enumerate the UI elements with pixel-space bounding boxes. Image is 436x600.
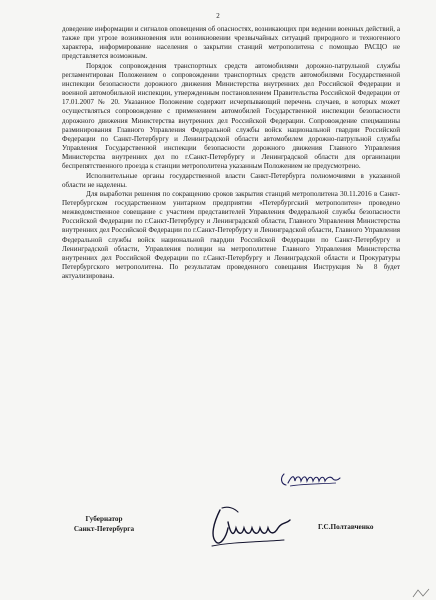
document-body (62, 25, 400, 281)
signatory-title-line-2: Санкт-Петербурга (73, 524, 135, 533)
signatory-name: Г.С.Полтавченко (318, 523, 374, 531)
paragraph-2: Порядок сопровождения транспортных средств автомобилями дорожно-патрульной службы регламентирован Положением о сопровождении транспортных средств автомобилями Государственной инспекции безопасности дорожного движения Министерства внутренних дел Российской Федерации и военной автомобильной инспекции, утвержденным постановлением Правительства Российской Федерации от 17.01.2007 № 20. Указанное Положение содержит исчерпывающий перечень случаев, в которых может осуществляться сопровождение с применением автомобилей Государственной инспекции безопасности дорожного движения Министерства внутренних дел Российской Федерации. Сопровождение спецмашины разминирования Главного Управления Федеральной службы войск национальной гвардии Российской Федерации по Санкт-Петербургу и Ленинградской области автомобилем дорожно-патрульной службы Управления Государственной инспекции безопасности дорожного движения Главного Управления Министерства внутренних дел по г.Санкт-Петербургу и Ленинградской области для организации беспрепятственного проезда к станции метрополитена указанным Положением не предусмотрено. (62, 61, 400, 171)
signatory-title-line-1: Губернатор (85, 515, 123, 523)
handwritten-signature-main (198, 502, 298, 552)
handwritten-signature-top (278, 466, 342, 490)
corner-mark-icon (412, 588, 430, 598)
paragraph-4: Для выработки решения по сокращению сроков закрытия станций метрополитена 30.11.2016 в Санкт-Петербургском государственном унитарном предприятии «Петербургский метрополитен» проведено межведомственное совещание с участием представителей Управления Федеральной службы безопасности Российской Федерации по г.Санкт-Петербургу и Ленинградской области, Главного Управления Министерства внутренних дел Российской Федерации по г.Санкт-Петербургу и Ленинградской области, Главного Управления Федеральной службы войск национальной гвардии Российской Федерации по Санкт-Петербургу и Ленинградской области, Управления полиции на метрополитене Главного Управления Министерства внутренних дел Российской Федерации по г.Санкт-Петербургу и Ленинградской области и Прокуратуры Петербургского метрополитена. По результатам проведенного совещания Инструкция № 8 будет актуализирована. (62, 189, 400, 281)
page-number: 2 (216, 12, 220, 20)
paragraph-1: доведение информации и сигналов оповещения об опасностях, возникающих при ведении военных действий, а также при угрозе возникновения или возникновении чрезвычайных ситуаций природного и техногенного характера, информирование населения о закрытии станций метрополитена с помощью РАСЦО не представляется возможным. (62, 25, 400, 61)
signatory-title (58, 515, 150, 534)
paragraph-3: Исполнительные органы государственной власти Санкт-Петербурга полномочиями в указанной области не наделены. (62, 171, 400, 189)
